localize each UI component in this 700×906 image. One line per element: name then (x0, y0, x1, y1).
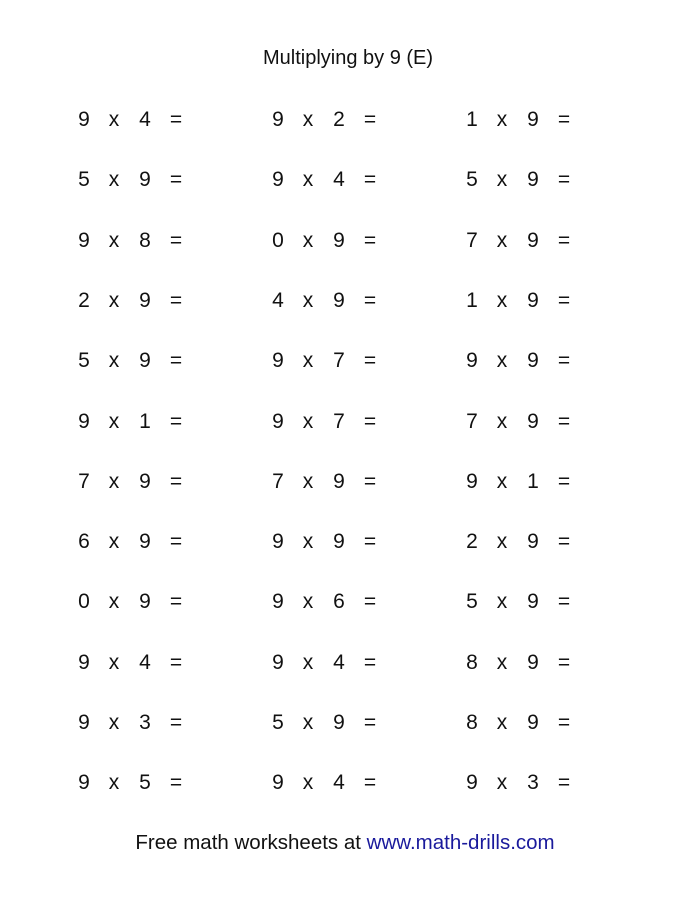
equals-sign: = (169, 711, 183, 734)
factor-b: 9 (333, 711, 345, 734)
operator: x (496, 168, 508, 192)
factor-b: 7 (333, 349, 345, 373)
equals-sign: = (557, 409, 571, 433)
operator: x (302, 168, 314, 192)
equals-sign: = (169, 228, 183, 252)
factor-a: 9 (78, 108, 90, 131)
equals-sign: = (557, 590, 571, 614)
equals-sign: = (363, 711, 377, 734)
equals-sign: = (169, 469, 183, 493)
factor-a: 9 (272, 771, 284, 795)
operator: x (302, 711, 314, 734)
factor-b: 4 (139, 650, 151, 674)
factor-b: 9 (139, 288, 151, 312)
operator: x (302, 228, 314, 252)
factor-a: 6 (78, 530, 90, 554)
operator: x (108, 288, 120, 312)
equals-sign: = (363, 349, 377, 373)
factor-b: 4 (333, 168, 345, 192)
factor-b: 9 (527, 108, 539, 131)
factor-a: 9 (466, 349, 478, 373)
factor-a: 9 (78, 228, 90, 252)
equals-sign: = (169, 288, 183, 312)
factor-a: 9 (78, 771, 90, 795)
factor-b: 9 (139, 168, 151, 192)
operator: x (496, 288, 508, 312)
operator: x (108, 650, 120, 674)
factor-b: 9 (333, 469, 345, 493)
factor-a: 5 (78, 349, 90, 373)
factor-a: 9 (272, 409, 284, 433)
factor-b: 9 (139, 590, 151, 614)
factor-a: 9 (272, 349, 284, 373)
operator: x (302, 530, 314, 554)
factor-a: 9 (272, 650, 284, 674)
factor-b: 9 (333, 228, 345, 252)
factor-a: 9 (272, 108, 284, 131)
equals-sign: = (169, 349, 183, 373)
equals-sign: = (557, 469, 571, 493)
operator: x (302, 409, 314, 433)
factor-a: 2 (466, 530, 478, 554)
operator: x (108, 108, 120, 131)
equals-sign: = (363, 168, 377, 192)
equals-sign: = (363, 590, 377, 614)
equals-sign: = (557, 650, 571, 674)
factor-a: 1 (466, 288, 478, 312)
factor-b: 1 (527, 469, 539, 493)
operator: x (108, 349, 120, 373)
factor-b: 2 (333, 108, 345, 131)
equals-sign: = (169, 650, 183, 674)
factor-a: 0 (272, 228, 284, 252)
factor-b: 4 (333, 771, 345, 795)
equals-sign: = (363, 409, 377, 433)
equals-sign: = (363, 288, 377, 312)
operator: x (108, 711, 120, 734)
factor-a: 1 (466, 108, 478, 131)
operator: x (496, 771, 508, 795)
factor-a: 5 (466, 168, 478, 192)
operator: x (496, 469, 508, 493)
factor-b: 9 (527, 711, 539, 734)
equals-sign: = (557, 711, 571, 734)
operator: x (108, 228, 120, 252)
equals-sign: = (557, 168, 571, 192)
equals-sign: = (557, 288, 571, 312)
factor-a: 7 (272, 469, 284, 493)
factor-a: 9 (272, 168, 284, 192)
factor-a: 5 (272, 711, 284, 734)
operator: x (496, 228, 508, 252)
operator: x (302, 349, 314, 373)
equals-sign: = (363, 530, 377, 554)
factor-a: 0 (78, 590, 90, 614)
equals-sign: = (557, 228, 571, 252)
operator: x (108, 469, 120, 493)
operator: x (108, 530, 120, 554)
operator: x (496, 711, 508, 734)
operator: x (108, 168, 120, 192)
factor-a: 9 (466, 771, 478, 795)
operator: x (302, 108, 314, 131)
equals-sign: = (169, 771, 183, 795)
factor-b: 9 (527, 590, 539, 614)
footer-link[interactable]: www.math-drills.com (366, 831, 555, 854)
equals-sign: = (557, 108, 571, 131)
factor-a: 8 (466, 711, 478, 734)
factor-b: 6 (333, 590, 345, 614)
operator: x (108, 409, 120, 433)
factor-a: 8 (466, 650, 478, 674)
factor-a: 9 (272, 530, 284, 554)
factor-a: 7 (466, 228, 478, 252)
factor-a: 7 (78, 469, 90, 493)
operator: x (496, 650, 508, 674)
factor-a: 4 (272, 288, 284, 312)
factor-b: 9 (139, 469, 151, 493)
worksheet-title: Multiplying by 9 (E) (262, 47, 434, 69)
factor-a: 9 (78, 650, 90, 674)
operator: x (302, 590, 314, 614)
factor-a: 9 (466, 469, 478, 493)
operator: x (496, 409, 508, 433)
operator: x (108, 771, 120, 795)
factor-b: 9 (333, 530, 345, 554)
factor-a: 9 (78, 711, 90, 734)
factor-b: 9 (527, 409, 539, 433)
equals-sign: = (557, 530, 571, 554)
operator: x (496, 349, 508, 373)
factor-b: 9 (333, 288, 345, 312)
operator: x (496, 108, 508, 131)
operator: x (302, 650, 314, 674)
operator: x (496, 530, 508, 554)
equals-sign: = (363, 771, 377, 795)
operator: x (496, 590, 508, 614)
factor-b: 4 (139, 108, 151, 131)
equals-sign: = (169, 590, 183, 614)
factor-b: 9 (527, 349, 539, 373)
equals-sign: = (169, 409, 183, 433)
equals-sign: = (169, 168, 183, 192)
equals-sign: = (363, 650, 377, 674)
factor-b: 9 (139, 349, 151, 373)
factor-a: 2 (78, 288, 90, 312)
factor-b: 4 (333, 650, 345, 674)
factor-b: 7 (333, 409, 345, 433)
operator: x (302, 469, 314, 493)
footer-text: Free math worksheets at (135, 831, 367, 854)
factor-b: 9 (527, 530, 539, 554)
factor-b: 3 (527, 771, 539, 795)
factor-b: 3 (139, 711, 151, 734)
operator: x (302, 771, 314, 795)
factor-b: 9 (139, 530, 151, 554)
factor-b: 9 (527, 228, 539, 252)
factor-b: 5 (139, 771, 151, 795)
factor-a: 7 (466, 409, 478, 433)
factor-b: 8 (139, 228, 151, 252)
factor-a: 9 (272, 590, 284, 614)
equals-sign: = (169, 530, 183, 554)
factor-b: 1 (139, 409, 151, 433)
factor-a: 5 (78, 168, 90, 192)
factor-b: 9 (527, 650, 539, 674)
factor-a: 9 (78, 409, 90, 433)
equals-sign: = (557, 349, 571, 373)
footer (0, 831, 690, 855)
operator: x (108, 590, 120, 614)
equals-sign: = (363, 228, 377, 252)
equals-sign: = (363, 108, 377, 131)
operator: x (302, 288, 314, 312)
equals-sign: = (169, 108, 183, 131)
equals-sign: = (557, 771, 571, 795)
factor-b: 9 (527, 168, 539, 192)
factor-b: 9 (527, 288, 539, 312)
equals-sign: = (363, 469, 377, 493)
factor-a: 5 (466, 590, 478, 614)
